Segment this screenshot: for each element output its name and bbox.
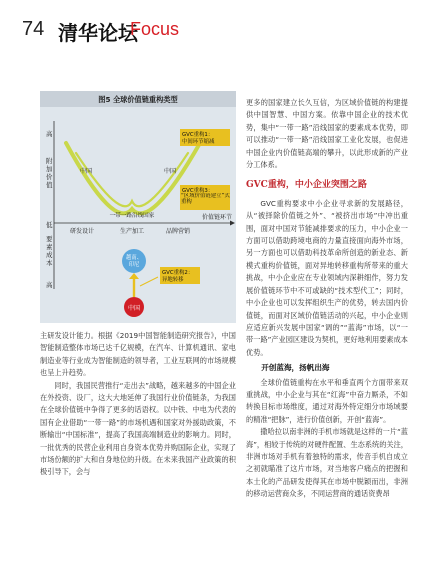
subsection-paragraph-1: 全球价值链重构在水平和垂直两个方面带来双重挑战，中小企业与其在“红海”中奋力厮杀，不如转换目标市场维度，通过对海外特定细分市场域要的精准“把脉”，进行价值创新，开创“蓝海”。 [246,377,408,424]
subsection-heading: 开创蓝海，扬帆出海 [261,363,330,373]
page-number: 74 [22,18,45,40]
y-axis-cost-char-2: 素 [46,243,53,251]
left-column-text [40,330,236,479]
y-axis-char-2: 加 [46,165,53,173]
figure-gvc-restructuring [40,91,236,323]
gvc-box-2-title: GVC重构3： [182,188,214,194]
curve-label-right: 中国 [164,168,177,175]
y-low-label: 低 [46,221,53,229]
y-high-label-bottom: 高 [46,281,53,289]
left-paragraph-1: 主研发设计能力。根据《2019中国智能制造研究报告》，中国智能制造整体市场已达千亿规模，在汽车、计算机通讯、家电制造业等行业成为智能制造的领导者，工业互联网的市场规模也呈上升趋势。 [40,331,236,378]
china-circle-label: 中国 [127,305,141,312]
gvc-box-1-title: GVC重构1： [182,132,214,138]
transfer-arrow-head [129,273,139,279]
curve-label-left: 中国 [80,168,93,175]
y-axis-cost-char-1: 要 [46,235,53,243]
belt-road-label: 一带一路沿线国家 [109,213,155,219]
subsection-paragraph-2: 撒哈拉以南非洲的手机市场就是这样的一片“蓝海”，相较于传统的对硬件配置、生态系统的关注，非洲市场对手机有着独特的需求，传音手机自成立之初就瞄准了这片市场，对当地客户痛点的把握和本土化的产品研发使得其在市场中脱颖而出，非洲的移动运营商众多，不同运营商的通话资费昂 [246,427,408,499]
y-axis-cost-char-4: 本 [46,259,53,267]
stage-production: 生产加工 [120,228,145,235]
section-paragraph-1: GVC重构要求中小企业寻求新的发展路径，从“被择除价值链之外”、“被挤出市场”中冲出重围，面对中国对节能减排要求的压力，中小企业一方面可以借助跨境电商的力量直接面向海外市场，另一方面也可以借助科技革命所创造的新业态、新模式重构价值链，面对异地转移重构所带来的重大挑战，中小企业应在专业领域内深耕细作，努力发展价值链环节中不可或缺的“技术型代工”；同时，中小企业也可以发挥组织生产的优势，转去国内价值链，而面对区域价值链活动的兴起，中小企业则应适应新兴发展中国家“调的”“蓝海”市场，以“一带一路”产业园区建设为契机，更好地利用要素成本优势。 [246,198,408,357]
right-intro-paragraph: 更多的国家建立长久互信，为区域价值链的构建提供中国智慧、中国方案。依靠中国企业的技术优势，集中“一带一路”沿线国家的要素成本优势，即可以推动“一带一路”沿线国家工业化发展，也促进中国企业内价值链高端的攀升，以此形成新的产业分工体系。 [246,98,408,170]
y-high-label: 高 [46,130,53,138]
vietnam-indonesia-circle [122,249,146,273]
right-column-text [246,97,408,501]
y-axis-char-4: 值 [46,181,53,189]
gvc-box-3-title: GVC重构2： [162,270,194,276]
gvc-box-3-text: 异地转移 [162,277,184,283]
y-axis-cost-char-3: 成 [46,251,53,259]
x-axis-label: 价值链环节 [202,214,233,221]
section-title-cn: 清华论坛 [58,21,138,45]
box-3-connector [140,277,158,286]
section-heading: GVC重构，中小企业突围之路 [246,180,367,191]
left-paragraph-2: 同时，我国民营推行“走出去”战略，越来越多的中国企业在外投资、设厂，这大大地延伸了我国行业价值链条，为我国在全球价值链中争得了更多的话语权。以中铁、中电为代表的国有企业借助“一带一路”的市场机遇和国家对外援助政策，不断输出“中国标准”，提高了我国高端制造业的影响力。同时，一批优秀的民营企业利用自身资本优势并购国际企业，实现了市场份额的扩大和自身地位的升级。在未来我国产业政策的积极引导下，会与 [40,380,236,477]
page-header [22,14,412,50]
y-axis-char-3: 价 [46,173,53,181]
circle-label-line-2: 印尼 [128,262,140,268]
gvc-box-2-text: “区域价值链建立”式重构 [181,193,230,206]
section-title-en: Focus [130,19,180,39]
gvc-box-1-text: 中间环节缩减 [182,139,215,145]
stage-rd: 研发设计 [70,228,95,235]
value-curve-inner [76,153,188,206]
circle-label-line-1: 越南、 [125,255,143,261]
y-axis-char-1: 附 [46,157,53,165]
figure-caption: 图5 全球价值链重构类型 [98,95,178,104]
x-axis-arrow [230,221,235,226]
stage-marketing: 品牌营销 [166,228,191,235]
